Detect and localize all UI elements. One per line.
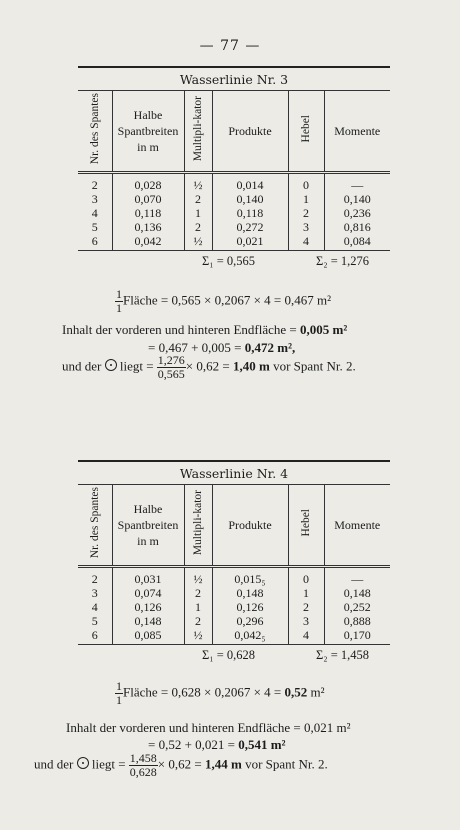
header-produkte: Produkte: [212, 485, 288, 567]
table-cell: 0,140: [212, 192, 288, 206]
header-row: [78, 485, 390, 567]
schwerpunkt-line: und der liegt = $\frac{1,276}{0,565}$ × 0,62 = 1,40 m vor Spant Nr. 2.: [62, 353, 356, 381]
fraction: $\frac{1}{1}$: [116, 679, 122, 707]
header-spantbreiten: Halbe Spantbreiten in m: [112, 485, 184, 567]
table-cell: 1: [184, 600, 212, 614]
table-cell: 0,126: [112, 600, 184, 614]
fraction: $\frac{1,276}{0,565}$: [157, 353, 185, 381]
table-row: [78, 206, 390, 220]
sum-momente: Σ₂ = 1,276: [316, 254, 370, 268]
table-cell: 0,118: [212, 206, 288, 220]
table-cell: 1: [288, 586, 324, 600]
table-cell: 0,042: [112, 234, 184, 251]
sum-produkte: Σ₁ = 0,628: [202, 648, 256, 662]
inhalt-line-2: = 0,467 + 0,005 = 0,472 m²,: [148, 340, 296, 355]
table-cell: 0,028: [112, 173, 184, 193]
header-hebel: Hebel: [288, 485, 324, 567]
table-cell: 3: [78, 586, 112, 600]
table-cell: 2: [78, 173, 112, 193]
header-multiplikator: Multipli-kator: [184, 485, 212, 567]
fraction: $\frac{1,458}{0,628}$: [129, 751, 157, 779]
table-cell: ½: [184, 173, 212, 193]
spanten-table: [78, 90, 390, 251]
table-row: [78, 192, 390, 206]
table-cell: 3: [288, 614, 324, 628]
inhalt-line-1: Inhalt der vorderen und hinteren Endfläche = 0,021 m²: [66, 720, 351, 735]
table-row: [78, 173, 390, 193]
sums-row: [78, 251, 390, 271]
table-cell: 5: [78, 220, 112, 234]
header-multiplikator: Multipli-kator: [184, 91, 212, 173]
table-cell: 2: [288, 600, 324, 614]
inhalt-line-2: = 0,52 + 0,021 = 0,541 m²: [148, 737, 286, 752]
table-cell: 1: [184, 206, 212, 220]
table-cell: 4: [78, 600, 112, 614]
header-produkte: Produkte: [212, 91, 288, 173]
table-block-wasserlinie-4: [78, 460, 390, 665]
centroid-symbol-icon: [105, 359, 117, 371]
sum-produkte: Σ₁ = 0,565: [202, 254, 256, 268]
table-cell: 0,031: [112, 567, 184, 587]
header-momente: Momente: [324, 485, 390, 567]
table-cell: 0,296: [212, 614, 288, 628]
table-cell: 0,070: [112, 192, 184, 206]
table-cell: 5: [78, 614, 112, 628]
header-nr: Nr. des Spantes: [78, 91, 112, 173]
table-cell: 3: [288, 220, 324, 234]
table-row: [78, 614, 390, 628]
table-cell: —: [324, 173, 390, 193]
table-cell: 2: [78, 567, 112, 587]
table-cell: 4: [288, 628, 324, 645]
table-cell: 2: [288, 206, 324, 220]
header-nr: Nr. des Spantes: [78, 485, 112, 567]
table-title: Wasserlinie Nr. 3: [179, 72, 289, 87]
table-cell: 2: [184, 220, 212, 234]
header-row: [78, 91, 390, 173]
table-cell: 3: [78, 192, 112, 206]
table-row: [78, 220, 390, 234]
table-cell: 0,816: [324, 220, 390, 234]
table-cell: 0,148: [112, 614, 184, 628]
flaeche-formula: $\frac{1}{1}$ Fläche = 0,565 × 0,2067 × 4 = 0,467 m²: [116, 287, 331, 315]
table-cell: 1: [288, 192, 324, 206]
fraction: $\frac{1}{1}$: [116, 287, 122, 315]
table-cell: 0,148: [324, 586, 390, 600]
table-cell: 0,084: [324, 234, 390, 251]
table-cell: 0,140: [324, 192, 390, 206]
table-cell: 4: [288, 234, 324, 251]
table-cell: 0: [288, 567, 324, 587]
header-hebel: Hebel: [288, 91, 324, 173]
table-row: [78, 628, 390, 645]
table-cell: 0,272: [212, 220, 288, 234]
table-cell: 0,118: [112, 206, 184, 220]
table-cell: 4: [78, 206, 112, 220]
table-cell: 0,021: [212, 234, 288, 251]
table-block-wasserlinie-3: [78, 66, 390, 271]
spanten-table: [78, 484, 390, 645]
sum-momente: Σ₂ = 1,458: [316, 648, 370, 662]
table-cell: 0,015₅: [212, 567, 288, 587]
table-cell: 2: [184, 192, 212, 206]
flaeche-formula: $\frac{1}{1}$ Fläche = 0,628 × 0,2067 × 4 = 0,52 m²: [116, 679, 325, 707]
table-cell: 0: [288, 173, 324, 193]
table-cell: 0,014: [212, 173, 288, 193]
table-row: [78, 600, 390, 614]
table-cell: 6: [78, 628, 112, 645]
table-title: Wasserlinie Nr. 4: [179, 466, 289, 481]
table-row: [78, 234, 390, 251]
table-cell: —: [324, 567, 390, 587]
table-cell: 0,074: [112, 586, 184, 600]
sums-row: [78, 645, 390, 665]
table-cell: 0,888: [324, 614, 390, 628]
table-cell: 0,136: [112, 220, 184, 234]
schwerpunkt-line: und der liegt = $\frac{1,458}{0,628}$ × 0,62 = 1,44 m vor Spant Nr. 2.: [34, 751, 328, 779]
inhalt-line-1: Inhalt der vorderen und hinteren Endfläche = 0,005 m²: [62, 322, 348, 337]
table-cell: 0,085: [112, 628, 184, 645]
table-cell: 0,170: [324, 628, 390, 645]
table-cell: 2: [184, 586, 212, 600]
table-cell: ½: [184, 234, 212, 251]
table-cell: ½: [184, 628, 212, 645]
table-cell: 2: [184, 614, 212, 628]
table-cell: 0,042₅: [212, 628, 288, 645]
centroid-symbol-icon: [77, 757, 89, 769]
header-momente: Momente: [324, 91, 390, 173]
table-cell: ½: [184, 567, 212, 587]
page-number: — 77 —: [199, 38, 261, 54]
table-row: [78, 586, 390, 600]
table-cell: 0,148: [212, 586, 288, 600]
header-spantbreiten: Halbe Spantbreiten in m: [112, 91, 184, 173]
table-cell: 0,236: [324, 206, 390, 220]
table-cell: 0,252: [324, 600, 390, 614]
table-row: [78, 567, 390, 587]
table-cell: 6: [78, 234, 112, 251]
table-cell: 0,126: [212, 600, 288, 614]
